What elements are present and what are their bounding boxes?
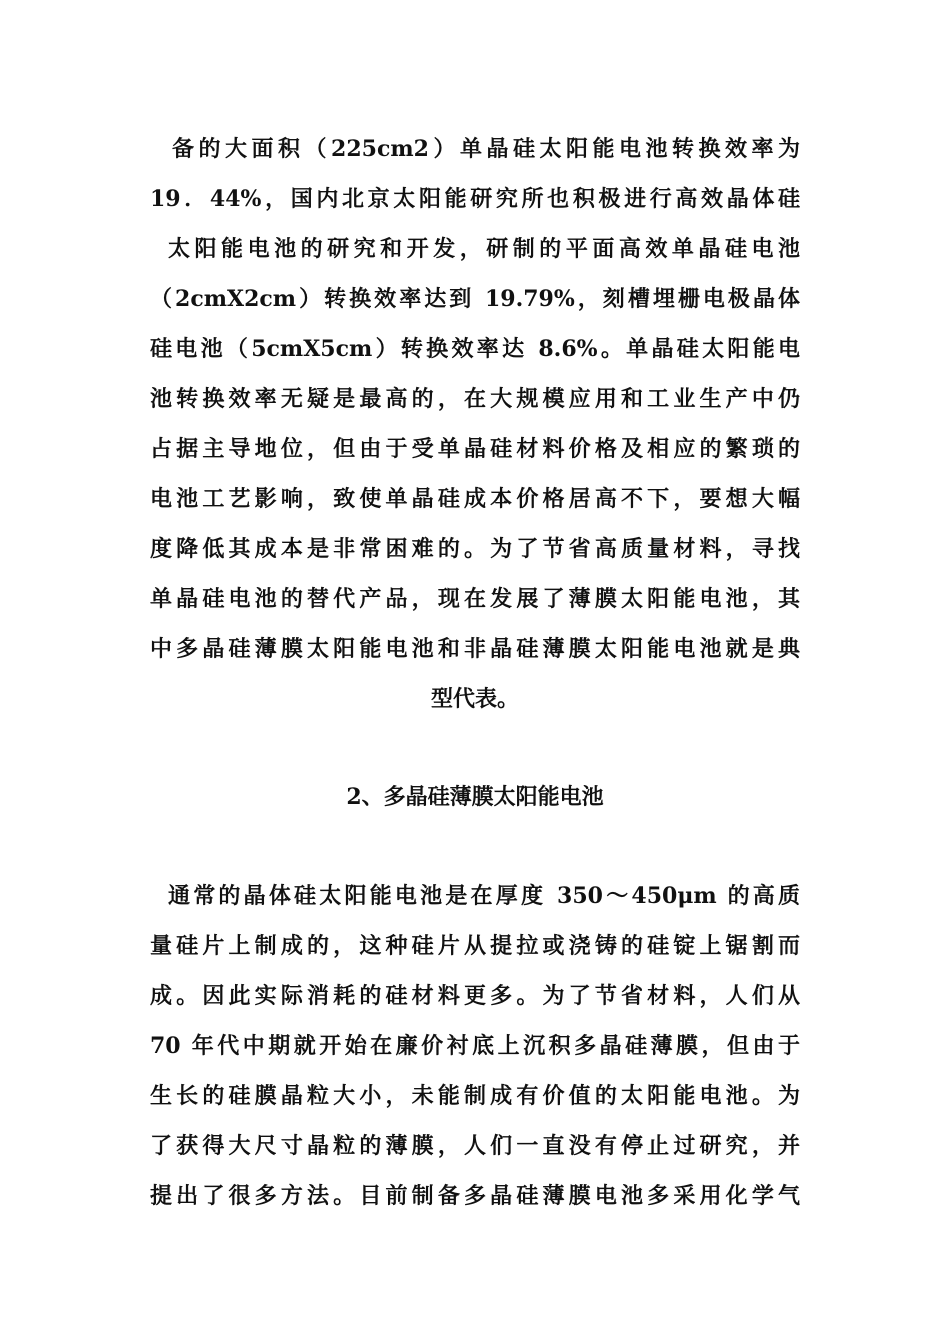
text-line: （2cmX2cm）转换效率达到 19.79%，刻槽埋栅电极晶体 (150, 286, 800, 312)
paragraph-polycrystalline (150, 871, 800, 1221)
text-line: 中多晶硅薄膜太阳能电池和非晶硅薄膜太阳能电池就是典 (150, 636, 800, 662)
text-line: 单晶硅电池的替代产品，现在发展了薄膜太阳能电池，其 (150, 586, 800, 612)
text-line: 备的大面积（225cm2）单晶硅太阳能电池转换效率为 (172, 136, 800, 162)
text-line: 了获得大尺寸晶粒的薄膜，人们一直没有停止过研究，并 (150, 1133, 800, 1159)
text-line: 池转换效率无疑是最高的，在大规模应用和工业生产中仍 (150, 386, 800, 412)
text-line: 度降低其成本是非常困难的。为了节省高质量材料，寻找 (150, 536, 800, 562)
text-line: 生长的硅膜晶粒大小，未能制成有价值的太阳能电池。为 (150, 1083, 800, 1109)
text-line: 提出了很多方法。目前制备多晶硅薄膜电池多采用化学气 (150, 1183, 800, 1209)
text-line: 通常的晶体硅太阳能电池是在厚度 350～450μm 的高质 (168, 883, 800, 909)
text-line: 硅电池（5cmX5cm）转换效率达 8.6%。单晶硅太阳能电 (150, 336, 800, 362)
text-line: 19．44%，国内北京太阳能研究所也积极进行高效晶体硅 (150, 186, 800, 212)
text-line: 70 年代中期就开始在廉价衬底上沉积多晶硅薄膜，但由于 (150, 1033, 800, 1059)
text-line: 太阳能电池的研究和开发，研制的平面高效单晶硅电池 (168, 236, 800, 262)
text-line: 成。因此实际消耗的硅材料更多。为了节省材料，人们从 (150, 983, 800, 1009)
text-line: 电池工艺影响，致使单晶硅成本价格居高不下，要想大幅 (150, 486, 800, 512)
paragraph-monocrystalline (150, 124, 800, 724)
section-heading: 2、多晶硅薄膜太阳能电池 (346, 784, 604, 810)
text-line: 型代表。 (430, 686, 519, 712)
text-line: 量硅片上制成的，这种硅片从提拉或浇铸的硅锭上锯割而 (150, 933, 800, 959)
text-line: 占据主导地位，但由于受单晶硅材料价格及相应的繁琐的 (150, 436, 800, 462)
